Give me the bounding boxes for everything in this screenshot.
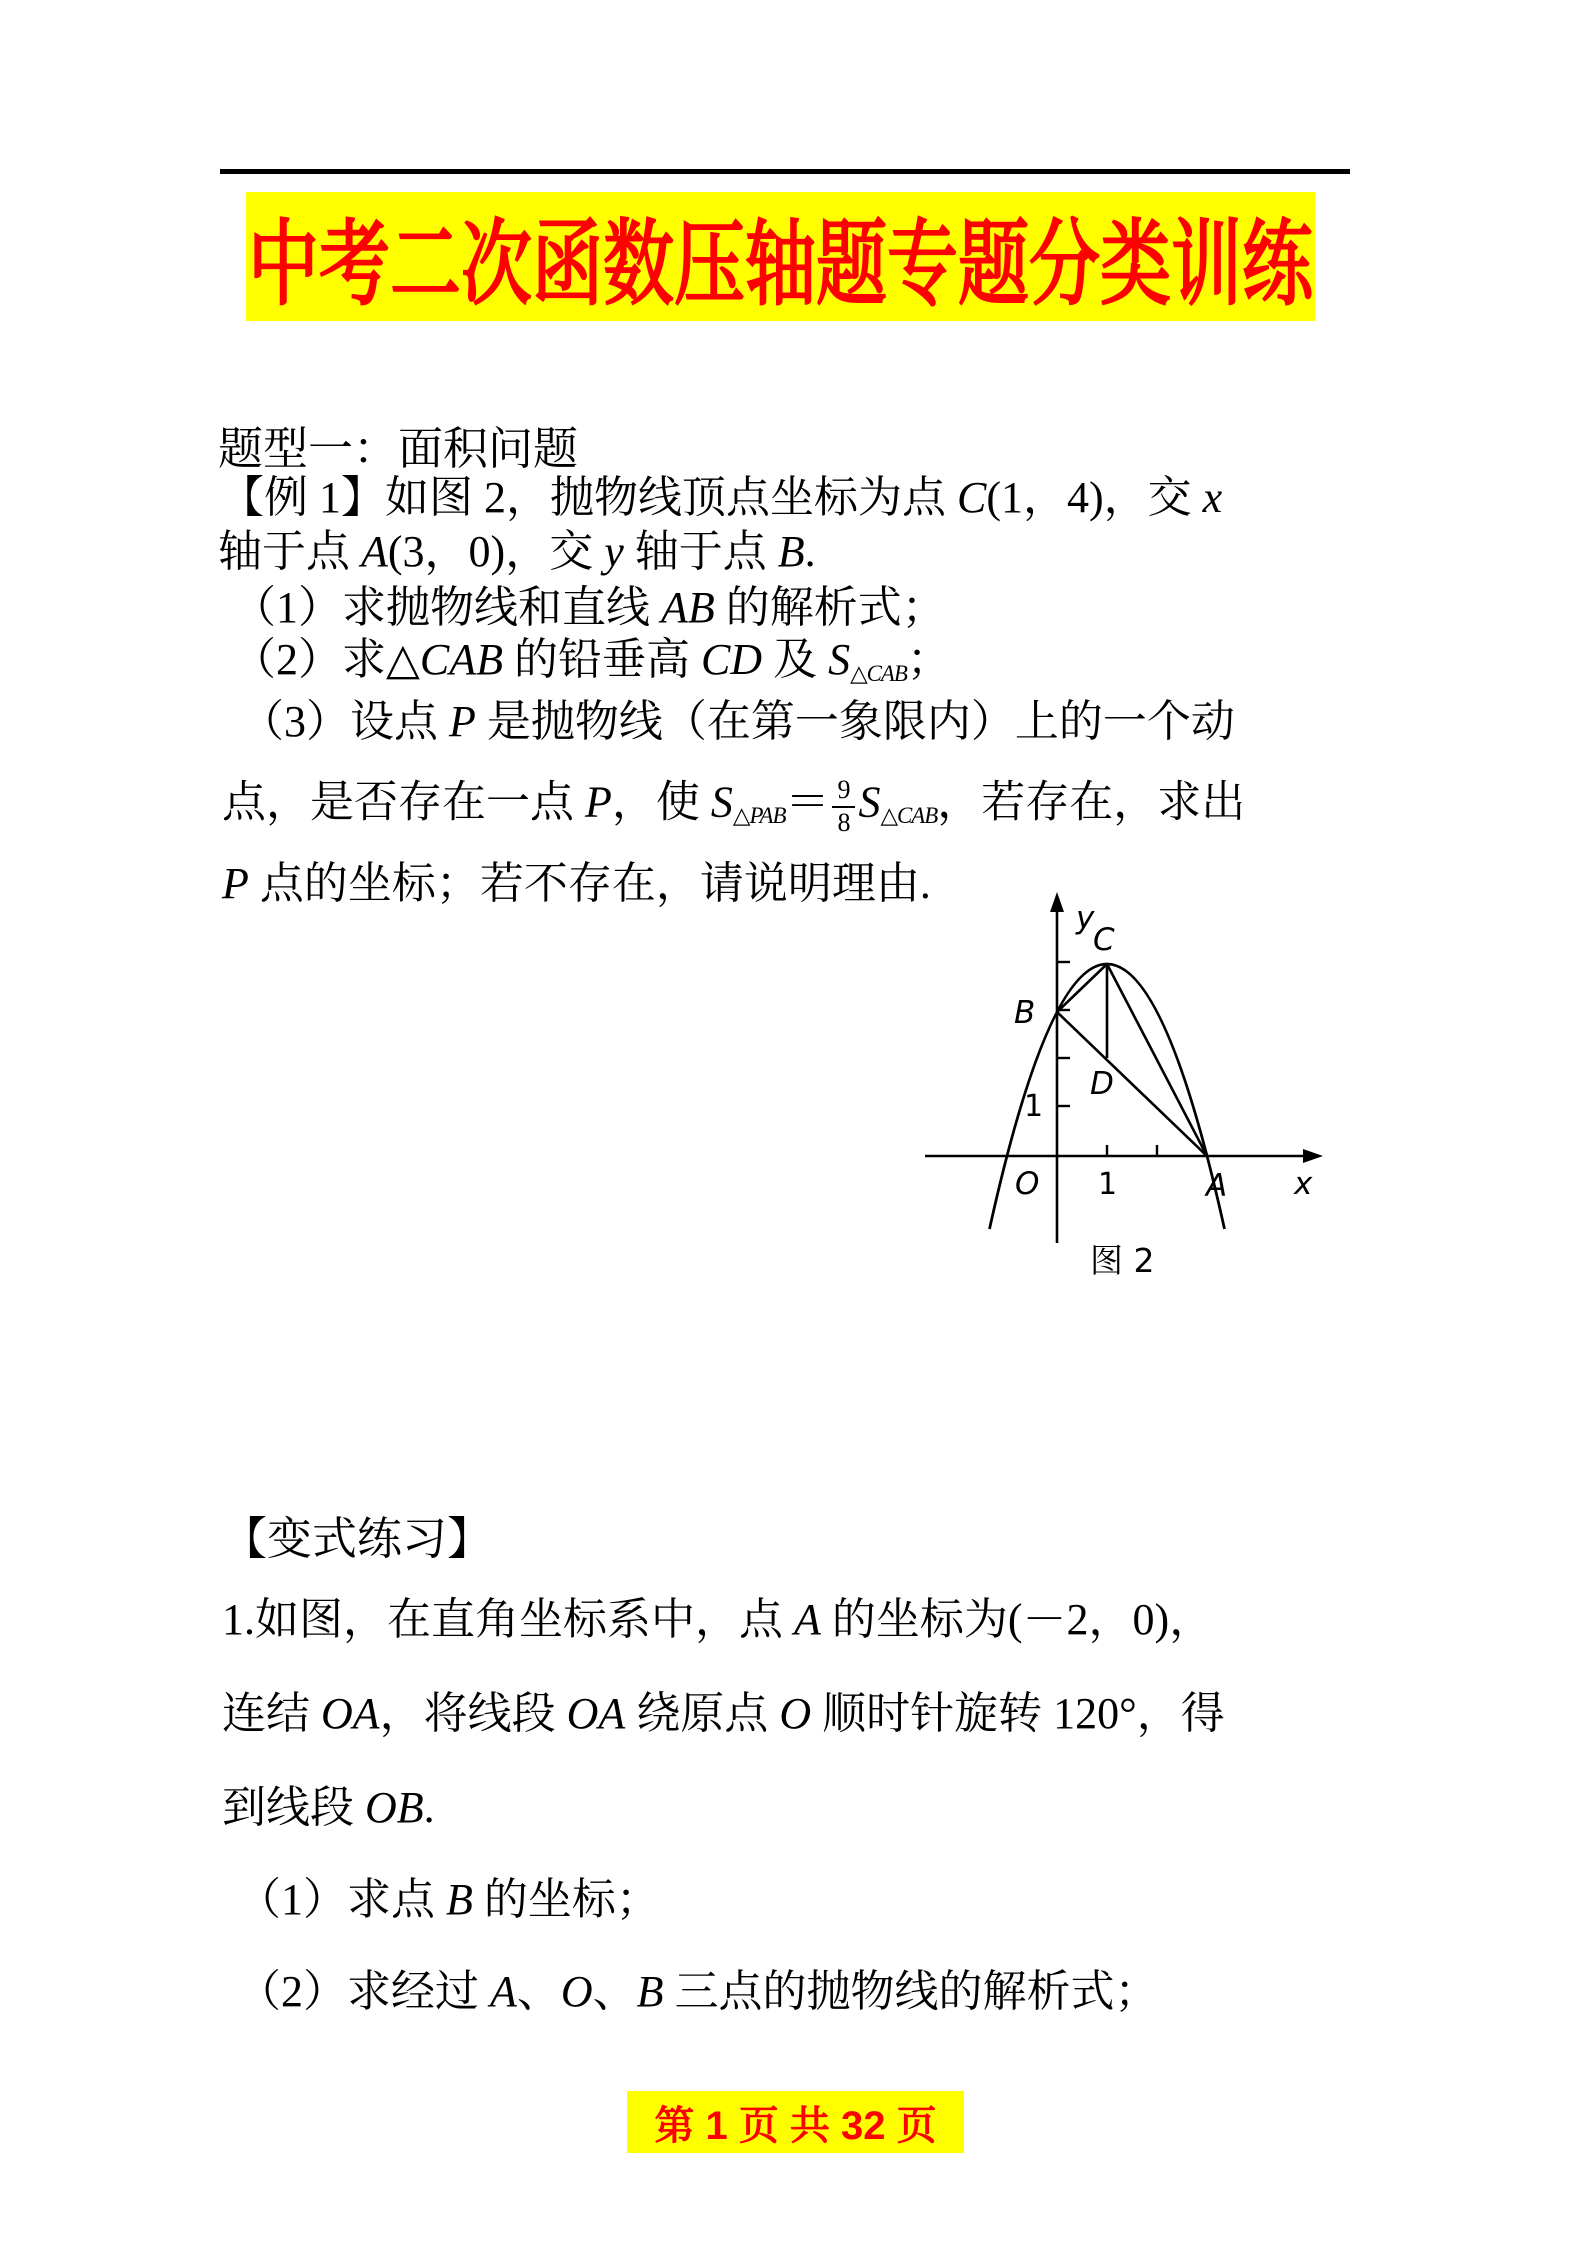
example-line-5: （3）设点 P 是抛物线（在第一象限内）上的一个动 (240, 697, 1235, 746)
footer-highlight-box (627, 2091, 964, 2153)
example-line-6: 点，是否存在一点 P，使 $S_{\triangle PAB}=$ $\frac{9}{8}$ $S_{\triangle CAB}$，若存在，求出 (222, 775, 1246, 837)
parabola-figure (895, 870, 1340, 1285)
example-line-2: 轴于点 A(3，0)，交 y 轴于点 B. (218, 527, 816, 576)
variation-line-4: （1）求点 B 的坐标； (237, 1875, 660, 1924)
y-tick-label: 1 (1024, 1089, 1044, 1124)
point-label-A: A (1206, 1168, 1228, 1204)
segment-CA (1107, 964, 1207, 1156)
x-tick-label: 1 (1098, 1167, 1118, 1202)
example-line-7: P 点的坐标；若不存在，请说明理由. (222, 859, 931, 908)
example-line-3: （1）求抛物线和直线 AB 的解析式； (232, 583, 946, 632)
x-axis-label: x (1294, 1166, 1313, 1202)
segment-BA (1057, 1012, 1207, 1156)
header-rule (220, 169, 1350, 174)
variation-line-3: 到线段 OB. (222, 1783, 435, 1832)
figure-caption: 图 2 (1090, 1241, 1155, 1280)
x-axis-arrow-icon (1303, 1149, 1323, 1163)
variation-line-1: 1.如图，在直角坐标系中，点 A 的坐标为(－2，0)， (222, 1595, 1214, 1644)
section1-heading: 题型一：面积问题 (218, 424, 579, 474)
point-label-D: D (1090, 1066, 1114, 1102)
origin-label: O (1015, 1166, 1040, 1202)
page-number: 第 1 页 共 32 页 (654, 2103, 937, 2148)
section2-heading: 【变式练习】 (222, 1514, 493, 1564)
variation-line-2: 连结 OA，将线段 OA 绕原点 O 顺时针旋转 120°，得 (222, 1689, 1225, 1738)
segment-CB (1057, 964, 1107, 1012)
example-line-4: （2）求△CAB 的铅垂高 CD 及 $S_{\triangle CAB}$； (232, 635, 951, 686)
y-axis-label: y (1076, 900, 1095, 936)
point-label-C: C (1093, 922, 1115, 958)
variation-line-5: （2）求经过 A、O、B 三点的抛物线的解析式； (237, 1967, 1159, 2016)
y-axis-arrow-icon (1050, 892, 1064, 912)
point-label-B: B (1014, 995, 1036, 1031)
page-title: 中考二次函数压轴题专题分类训练 (247, 212, 1313, 318)
title-highlight-box (246, 192, 1315, 321)
example-line-1: 【例 1】如图 2，抛物线顶点坐标为点 C(1，4)，交 x (220, 473, 1223, 522)
